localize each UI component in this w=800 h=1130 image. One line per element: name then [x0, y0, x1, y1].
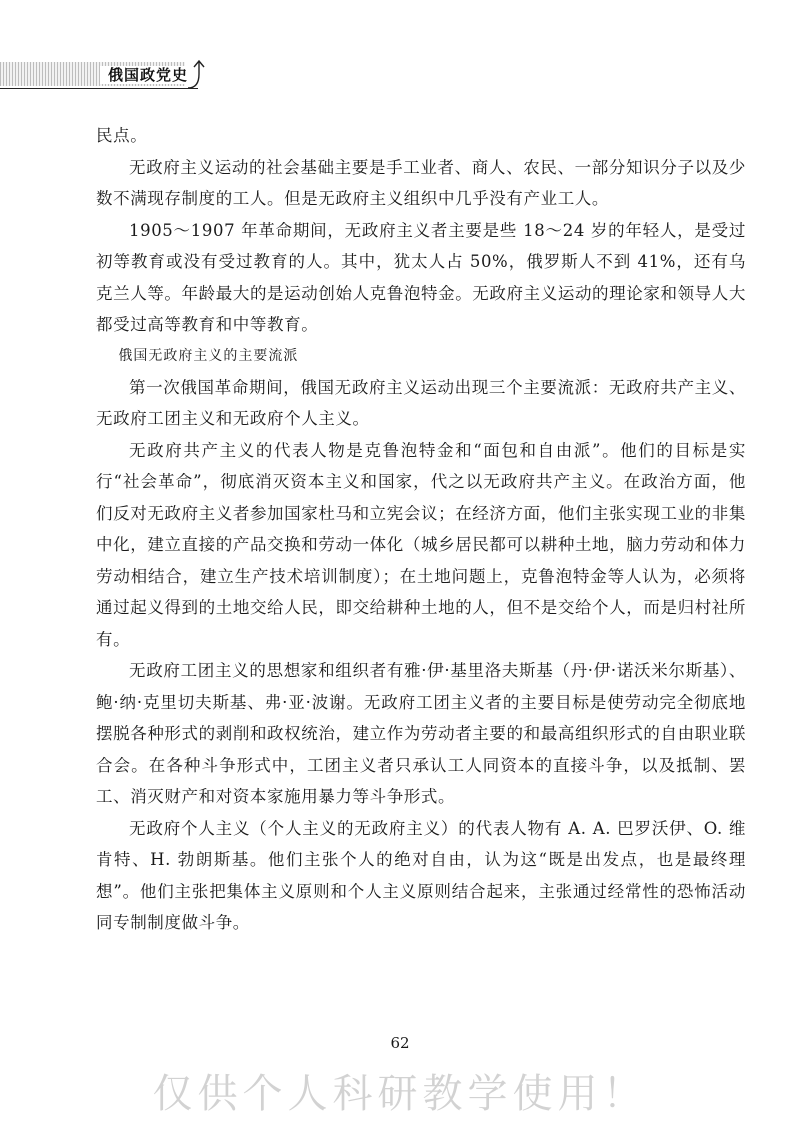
section-heading: 俄国无政府主义的主要流派 [118, 347, 299, 364]
watermark: 仅供个人科研教学使用！ [152, 1071, 648, 1117]
paragraph-1905-revolution: 1905～1907 年革命期间，无政府主义者主要是些 18～24 岁的年轻人，是受过初等教育或没有受过教育的人。其中，犹太人占 50%，俄罗斯人不到 41%，还有乌克兰人等。年龄最大的是运动创始人克鲁泡特金。无政府主义运动的理论家和领导人大都受过高等教育和中等教育。 [96, 220, 746, 334]
paragraph-anarcho-syndicalism: 无政府工团主义的思想家和组织者有雅·伊·基里洛夫斯基（丹·伊·诺沃米尔斯基）、鲍·纳·克里切夫斯基、弗·亚·波谢。无政府工团主义者的主要目标是使劳动完全彻底地摆脱各种形式的剥削和政权统治，建立作为劳动者主要的和最高组织形式的自由职业联合会。在各种斗争形式中，工团主义者只承认工人同资本的直接斗争，以及抵制、罢工、消灭财产和对资本家施用暴力等斗争形式。 [96, 661, 746, 806]
running-header-title: 俄国政党史 [100, 66, 196, 84]
header-rule [0, 88, 198, 89]
up-arrow-icon [186, 58, 210, 92]
paragraph-social-basis: 无政府主义运动的社会基础主要是手工业者、商人、农民、一部分知识分子以及少数不满现存制度的工人。但是无政府主义组织中几乎没有产业工人。 [96, 157, 746, 208]
page-body [96, 120, 746, 939]
paragraph-continuation: 民点。 [96, 126, 148, 145]
paragraph-anarcho-individualism: 无政府个人主义（个人主义的无政府主义）的代表人物有 A. A. 巴罗沃伊、O. 维肯特、H. 勃朗斯基。他们主张个人的绝对自由，认为这“既是出发点，也是最终理想”。他们主张把集体主义原则和个人主义原则结合起来，主张通过经常性的恐怖活动同专制制度做斗争。 [96, 818, 746, 932]
paragraph-three-trends: 第一次俄国革命期间，俄国无政府主义运动出现三个主要流派：无政府共产主义、无政府工团主义和无政府个人主义。 [96, 377, 746, 428]
page-number: 62 [390, 1034, 410, 1052]
paragraph-anarcho-communism: 无政府共产主义的代表人物是克鲁泡特金和“面包和自由派”。他们的目标是实行“社会革命”，彻底消灭资本主义和国家，代之以无政府共产主义。在政治方面，他们反对无政府主义者参加国家杜马和立宪会议；在经济方面，他们主张实现工业的非集中化，建立直接的产品交换和劳动一体化（城乡居民都可以耕种土地，脑力劳动和体力劳动相结合，建立生产技术培训制度）；在土地问题上，克鲁泡特金等人认为，必须将通过起义得到的土地交给人民，即交给耕种土地的人，但不是交给个人，而是归村社所有。 [96, 440, 746, 649]
